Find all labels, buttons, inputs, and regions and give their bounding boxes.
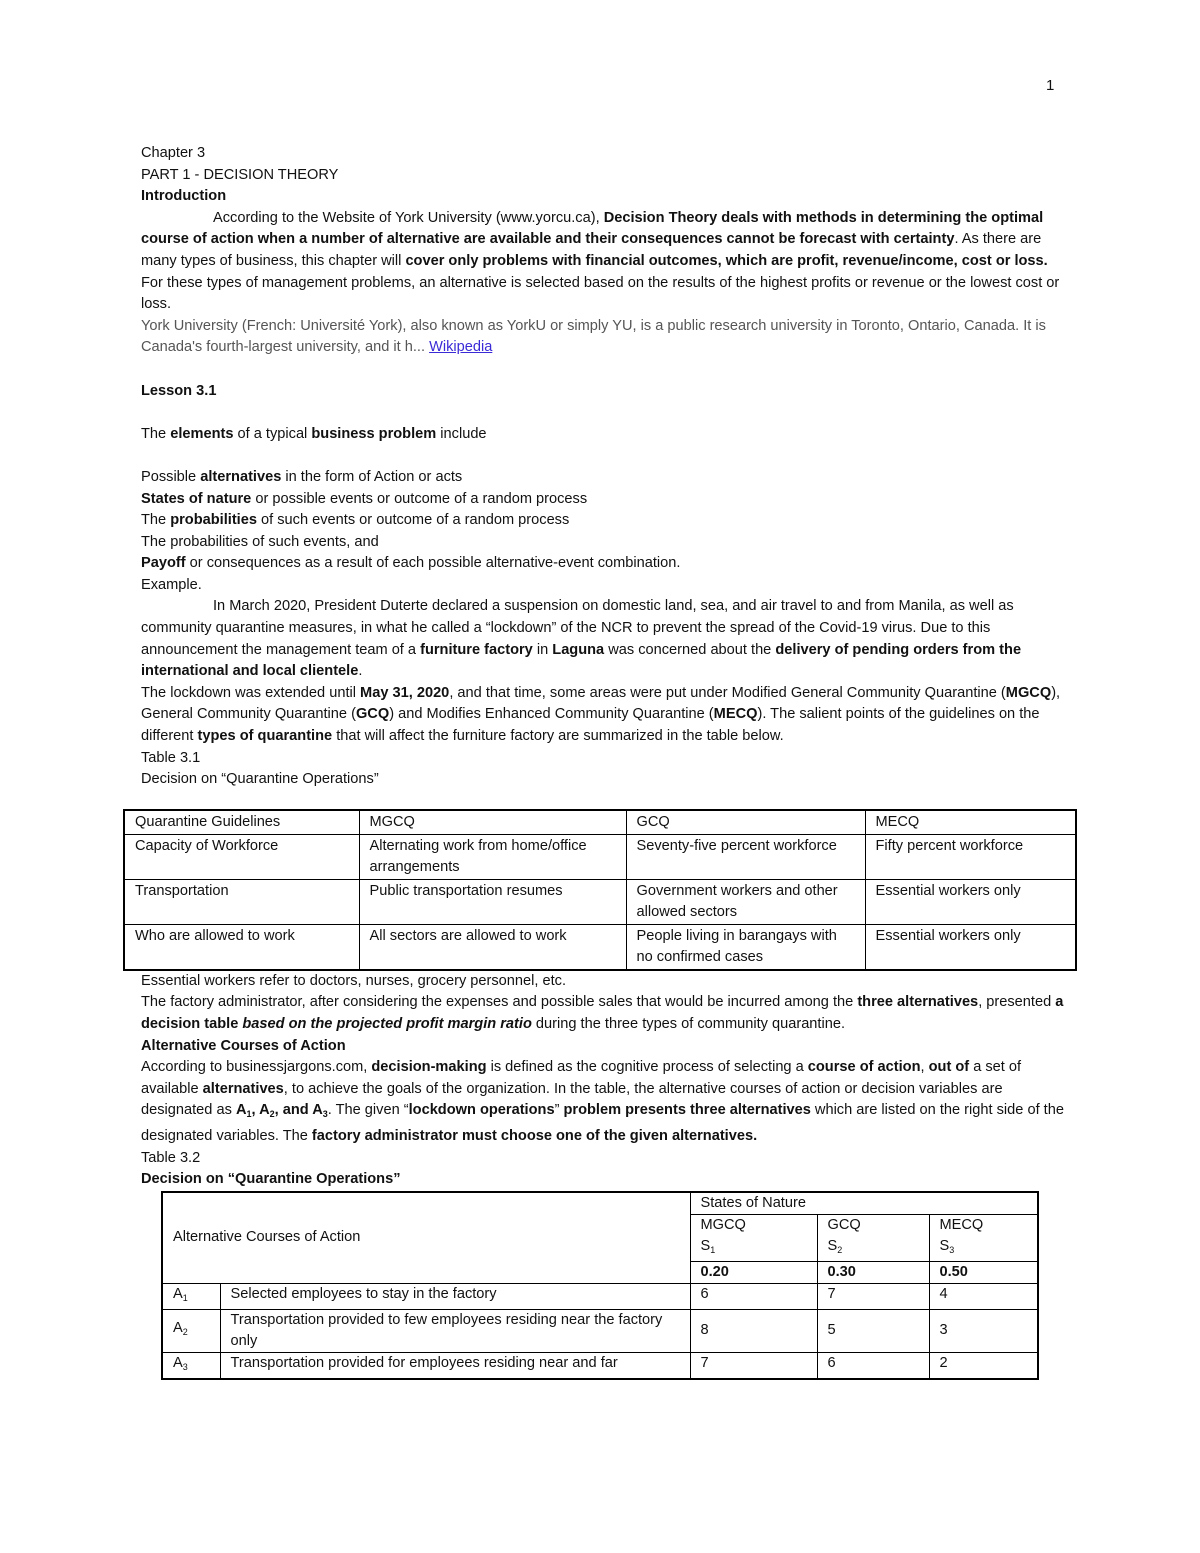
- element-item: Possible alternatives in the form of Action or acts: [141, 468, 463, 485]
- probability-cell: 0.30: [817, 1261, 929, 1283]
- table1-caption: Decision on “Quarantine Operations”: [141, 771, 379, 788]
- part-title: PART 1 - DECISION THEORY: [141, 166, 339, 183]
- table2-label: Table 3.2: [141, 1149, 201, 1166]
- element-item: States of nature or possible events or outcome of a random process: [141, 490, 588, 507]
- table-row: [162, 1283, 1038, 1309]
- table-cell: Alternating work from home/office arrangements: [359, 834, 626, 879]
- alternatives-paragraph: According to businessjargons.com, decision-making is defined as the cognitive process of selecting a course of action, out of a set of available alternatives, to achieve the goals of the organization. In the table, the alternative courses of action or decision variables are designated as $A_1$, $A_2$, and $A_3$. The given “lockdown operations” problem presents three alternatives which are listed on the right side of the designated variables. The factory administrator must choose one of the given alternatives.: [141, 1059, 1064, 1144]
- table-header-row: [124, 810, 1076, 835]
- table-cell: Essential workers only: [865, 924, 1076, 970]
- lockdown-paragraph: The lockdown was extended until May 31, 2020, and that time, some areas were put under Modified General Community Quarantine (MGCQ), General Community Quarantine (GCQ) and Modifies Enhanced Community Quarantine (MECQ). The salient points of the guidelines on the different types of quarantine that will affect the furniture factory are summarized in the table below.: [141, 684, 1061, 745]
- table-cell: Transportation: [124, 879, 359, 924]
- table-cell: Essential workers only: [865, 879, 1076, 924]
- page-number: 1: [1046, 77, 1055, 94]
- table-header-cell: Quarantine Guidelines: [124, 810, 359, 835]
- quarantine-guidelines-table: [123, 809, 1077, 971]
- table-cell: Capacity of Workforce: [124, 834, 359, 879]
- elements-intro: The elements of a typical business problem include: [141, 425, 487, 442]
- intro-paragraph: According to the Website of York University (www.yorcu.ca), Decision Theory deals with methods in determining the optimal course of action when a number of alternative are available and their consequences cannot be forecast with certainty. As there are many types of business, this chapter will cover only problems with financial outcomes, which are profit, revenue/income, cost or loss. For these types of management problems, an alternative is selected based on the results of the highest profits or revenue or the lowest cost or loss.: [141, 209, 1060, 313]
- table-header-cell: MECQ: [865, 810, 1076, 835]
- table-cell: People living in barangays with no confirmed cases: [626, 924, 865, 970]
- probability-cell: 0.20: [690, 1261, 817, 1283]
- payoff-cell: 2: [929, 1352, 1038, 1379]
- alternative-symbol: $A_2$: [162, 1309, 220, 1352]
- payoff-cell: 3: [929, 1309, 1038, 1352]
- element-item: The probabilities of such events, and: [141, 533, 379, 550]
- alternatives-heading: Alternative Courses of Action: [141, 1037, 346, 1054]
- payoff-cell: 7: [690, 1352, 817, 1379]
- corner-header: Alternative Courses of Action: [162, 1192, 690, 1284]
- wiki-snippet: York University (French: Université York), also known as YorkU or simply YU, is a public research university in Toronto, Ontario, Canada. It is Canada's fourth-largest university, and it h... Wikipedia: [141, 317, 1046, 356]
- state-cell: MGCQ $S_1$: [690, 1214, 817, 1261]
- payoff-cell: 7: [817, 1283, 929, 1309]
- table-header-cell: GCQ: [626, 810, 865, 835]
- payoff-cell: 4: [929, 1283, 1038, 1309]
- alternative-description: Transportation provided to few employees residing near the factory only: [220, 1309, 690, 1352]
- probability-cell: 0.50: [929, 1261, 1038, 1283]
- table-row: [162, 1309, 1038, 1352]
- payoff-cell: 6: [817, 1352, 929, 1379]
- table-header-row: [162, 1192, 1038, 1215]
- table1-label: Table 3.1: [141, 749, 201, 766]
- element-item: Payoff or consequences as a result of each possible alternative-event combination.: [141, 555, 681, 572]
- intro-heading: Introduction: [141, 188, 227, 205]
- state-cell: MECQ $S_3$: [929, 1214, 1038, 1261]
- lesson-title: Lesson 3.1: [141, 382, 217, 399]
- table-header-cell: MGCQ: [359, 810, 626, 835]
- admin-paragraph: The factory administrator, after considering the expenses and possible sales that would be incurred among the three alternatives, presented a decision table based on the projected profit margin ratio during the three types of community quarantine.: [141, 994, 1064, 1032]
- table-row: [162, 1352, 1038, 1379]
- alternative-description: Transportation provided for employees residing near and far: [220, 1352, 690, 1379]
- state-cell: GCQ $S_2$: [817, 1214, 929, 1261]
- alternative-symbol: $A_1$: [162, 1283, 220, 1309]
- table-row: [124, 834, 1076, 879]
- chapter-title: Chapter 3: [141, 145, 206, 161]
- decision-table: [161, 1191, 1039, 1380]
- payoff-cell: 8: [690, 1309, 817, 1352]
- table-row: [124, 924, 1076, 970]
- states-of-nature-header: States of Nature: [690, 1192, 1038, 1215]
- payoff-cell: 6: [690, 1283, 817, 1309]
- table-cell: Who are allowed to work: [124, 924, 359, 970]
- table-cell: Seventy-five percent workforce: [626, 834, 865, 879]
- element-item: The probabilities of such events or outcome of a random process: [141, 512, 570, 529]
- alternative-symbol: $A_3$: [162, 1352, 220, 1379]
- alternative-description: Selected employees to stay in the factory: [220, 1283, 690, 1309]
- table-cell: Fifty percent workforce: [865, 834, 1076, 879]
- wikipedia-link[interactable]: Wikipedia: [429, 339, 493, 356]
- example-paragraph: In March 2020, President Duterte declared a suspension on domestic land, sea, and air travel to and from Manila, as well as community quarantine measures, in what he called a “lockdown” of the NCR to prevent the spread of the Covid-19 virus. Due to this announcement the management team of a furniture factory in Laguna was concerned about the delivery of pending orders from the international and local clientele.: [141, 598, 1022, 680]
- table-cell: Public transportation resumes: [359, 879, 626, 924]
- table-cell: All sectors are allowed to work: [359, 924, 626, 970]
- payoff-cell: 5: [817, 1309, 929, 1352]
- table2-caption: Decision on “Quarantine Operations”: [141, 1171, 401, 1188]
- example-label: Example.: [141, 576, 202, 593]
- document-body: [135, 143, 1066, 1380]
- table-row: [124, 879, 1076, 924]
- table-cell: Government workers and other allowed sectors: [626, 879, 865, 924]
- essential-workers-note: Essential workers refer to doctors, nurses, grocery personnel, etc.: [141, 972, 567, 989]
